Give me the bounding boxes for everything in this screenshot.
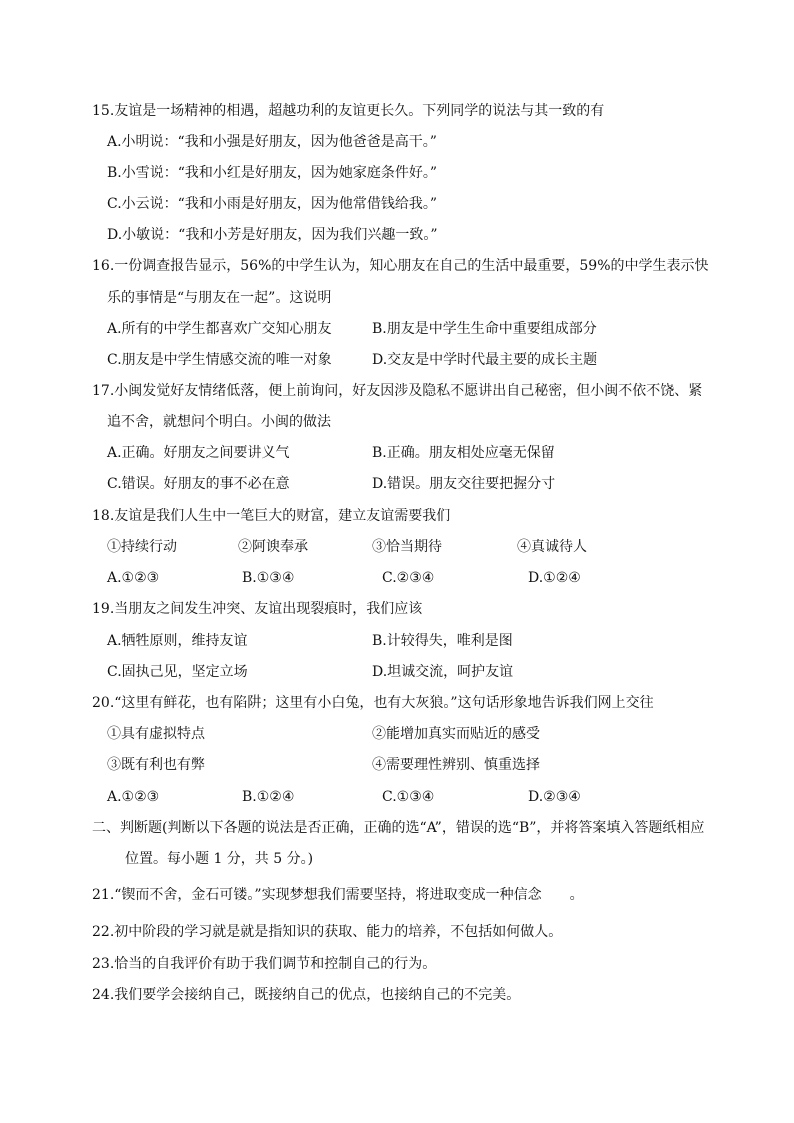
q19-option-a: A.牺牲原则，维持友谊: [107, 633, 248, 649]
q16-option-a: A.所有的中学生都喜欢广交知心朋友: [107, 321, 332, 337]
q19-option-c: C.固执己见，坚定立场: [107, 664, 248, 680]
q20-option-d: D.②③④: [528, 789, 581, 805]
q17-option-a: A.正确。好朋友之间要讲义气: [107, 445, 290, 461]
q18-item-3: ③恰当期待: [372, 539, 442, 555]
q17-option-c: C.错误。好朋友的事不必在意: [107, 476, 290, 492]
q16-stem-cont: 乐的事情是“与朋友在一起”。这说明: [107, 290, 332, 306]
q18-option-b: B.①③④: [242, 570, 295, 586]
q20-option-c: C.①③④: [382, 789, 435, 805]
q24-text: 24.我们要学会接纳自己，既接纳自己的优点，也接纳自己的不完美。: [92, 987, 521, 1003]
q18-option-d: D.①②④: [528, 570, 581, 586]
q20-option-a: A.①②③: [107, 789, 160, 805]
q18-item-1: ①持续行动: [107, 539, 177, 555]
q19-stem: 19.当朋友之间发生冲突、友谊出现裂痕时，我们应该: [92, 601, 423, 617]
q20-item-2: ②能增加真实而贴近的感受: [372, 726, 540, 742]
q20-item-3: ③既有利也有弊: [107, 757, 205, 773]
section-2-title-cont: 位置。每小题 1 分，共 5 分。): [125, 851, 314, 867]
q20-option-b: B.①②④: [242, 789, 295, 805]
q20-item-4: ④需要理性辨别、慎重选择: [372, 757, 540, 773]
q16-stem: 16.一份调查报告显示，56%的中学生认为，知心朋友在自己的生活中最重要，59%的中学生表示快: [92, 258, 709, 274]
q21-text: 21.“锲而不舍，金石可镂。”实现梦想我们需要坚持，将进取变成一种信念 。: [92, 887, 584, 903]
q18-stem: 18.友谊是我们人生中一笔巨大的财富，建立友谊需要我们: [92, 508, 451, 524]
q16-option-d: D.交友是中学时代最主要的成长主题: [372, 352, 598, 368]
q17-option-d: D.错误。朋友交往要把握分寸: [372, 476, 556, 492]
q23-text: 23.恰当的自我评价有助于我们调节和控制自己的行为。: [92, 956, 437, 972]
q18-item-2: ②阿谀奉承: [238, 539, 308, 555]
q15-option-b: B.小雪说：“我和小红是好朋友，因为她家庭条件好。”: [107, 165, 438, 181]
q17-stem-cont: 追不舍，就想问个明白。小闽的做法: [107, 414, 331, 430]
q19-option-d: D.坦诚交流，呵护友谊: [372, 664, 514, 680]
q16-option-b: B.朋友是中学生生命中重要组成部分: [372, 321, 597, 337]
q22-text: 22.初中阶段的学习就是就是指知识的获取、能力的培养，不包括如何做人。: [92, 924, 563, 940]
q18-option-a: A.①②③: [107, 570, 160, 586]
q18-item-4: ④真诚待人: [517, 539, 587, 555]
q18-option-c: C.②③④: [382, 570, 435, 586]
q15-option-a: A.小明说：“我和小强是好朋友，因为他爸爸是高干。”: [107, 134, 437, 150]
section-2-title: 二、判断题(判断以下各题的说法是否正确，正确的选“A”，错误的选“B”，并将答案填入答题纸相应: [92, 820, 705, 836]
q16-option-c: C.朋友是中学生情感交流的唯一对象: [107, 352, 332, 368]
q15-option-c: C.小云说：“我和小雨是好朋友，因为他常借钱给我。”: [107, 196, 437, 212]
q15-option-d: D.小敏说：“我和小芳是好朋友，因为我们兴趣一致。”: [107, 227, 438, 243]
q20-stem: 20.“这里有鲜花，也有陷阱；这里有小白兔，也有大灰狼。”这句话形象地告诉我们网上交往: [92, 695, 654, 711]
q15-stem: 15.友谊是一场精神的相遇，超越功利的友谊更长久。下列同学的说法与其一致的有: [92, 103, 605, 119]
q20-item-1: ①具有虚拟特点: [107, 726, 205, 742]
q19-option-b: B.计较得失，唯利是图: [372, 633, 513, 649]
q17-option-b: B.正确。朋友相处应毫无保留: [372, 445, 555, 461]
q17-stem: 17.小闽发觉好友情绪低落，便上前询问，好友因涉及隐私不愿讲出自己秘密，但小闽不依不饶、紧: [92, 383, 703, 399]
